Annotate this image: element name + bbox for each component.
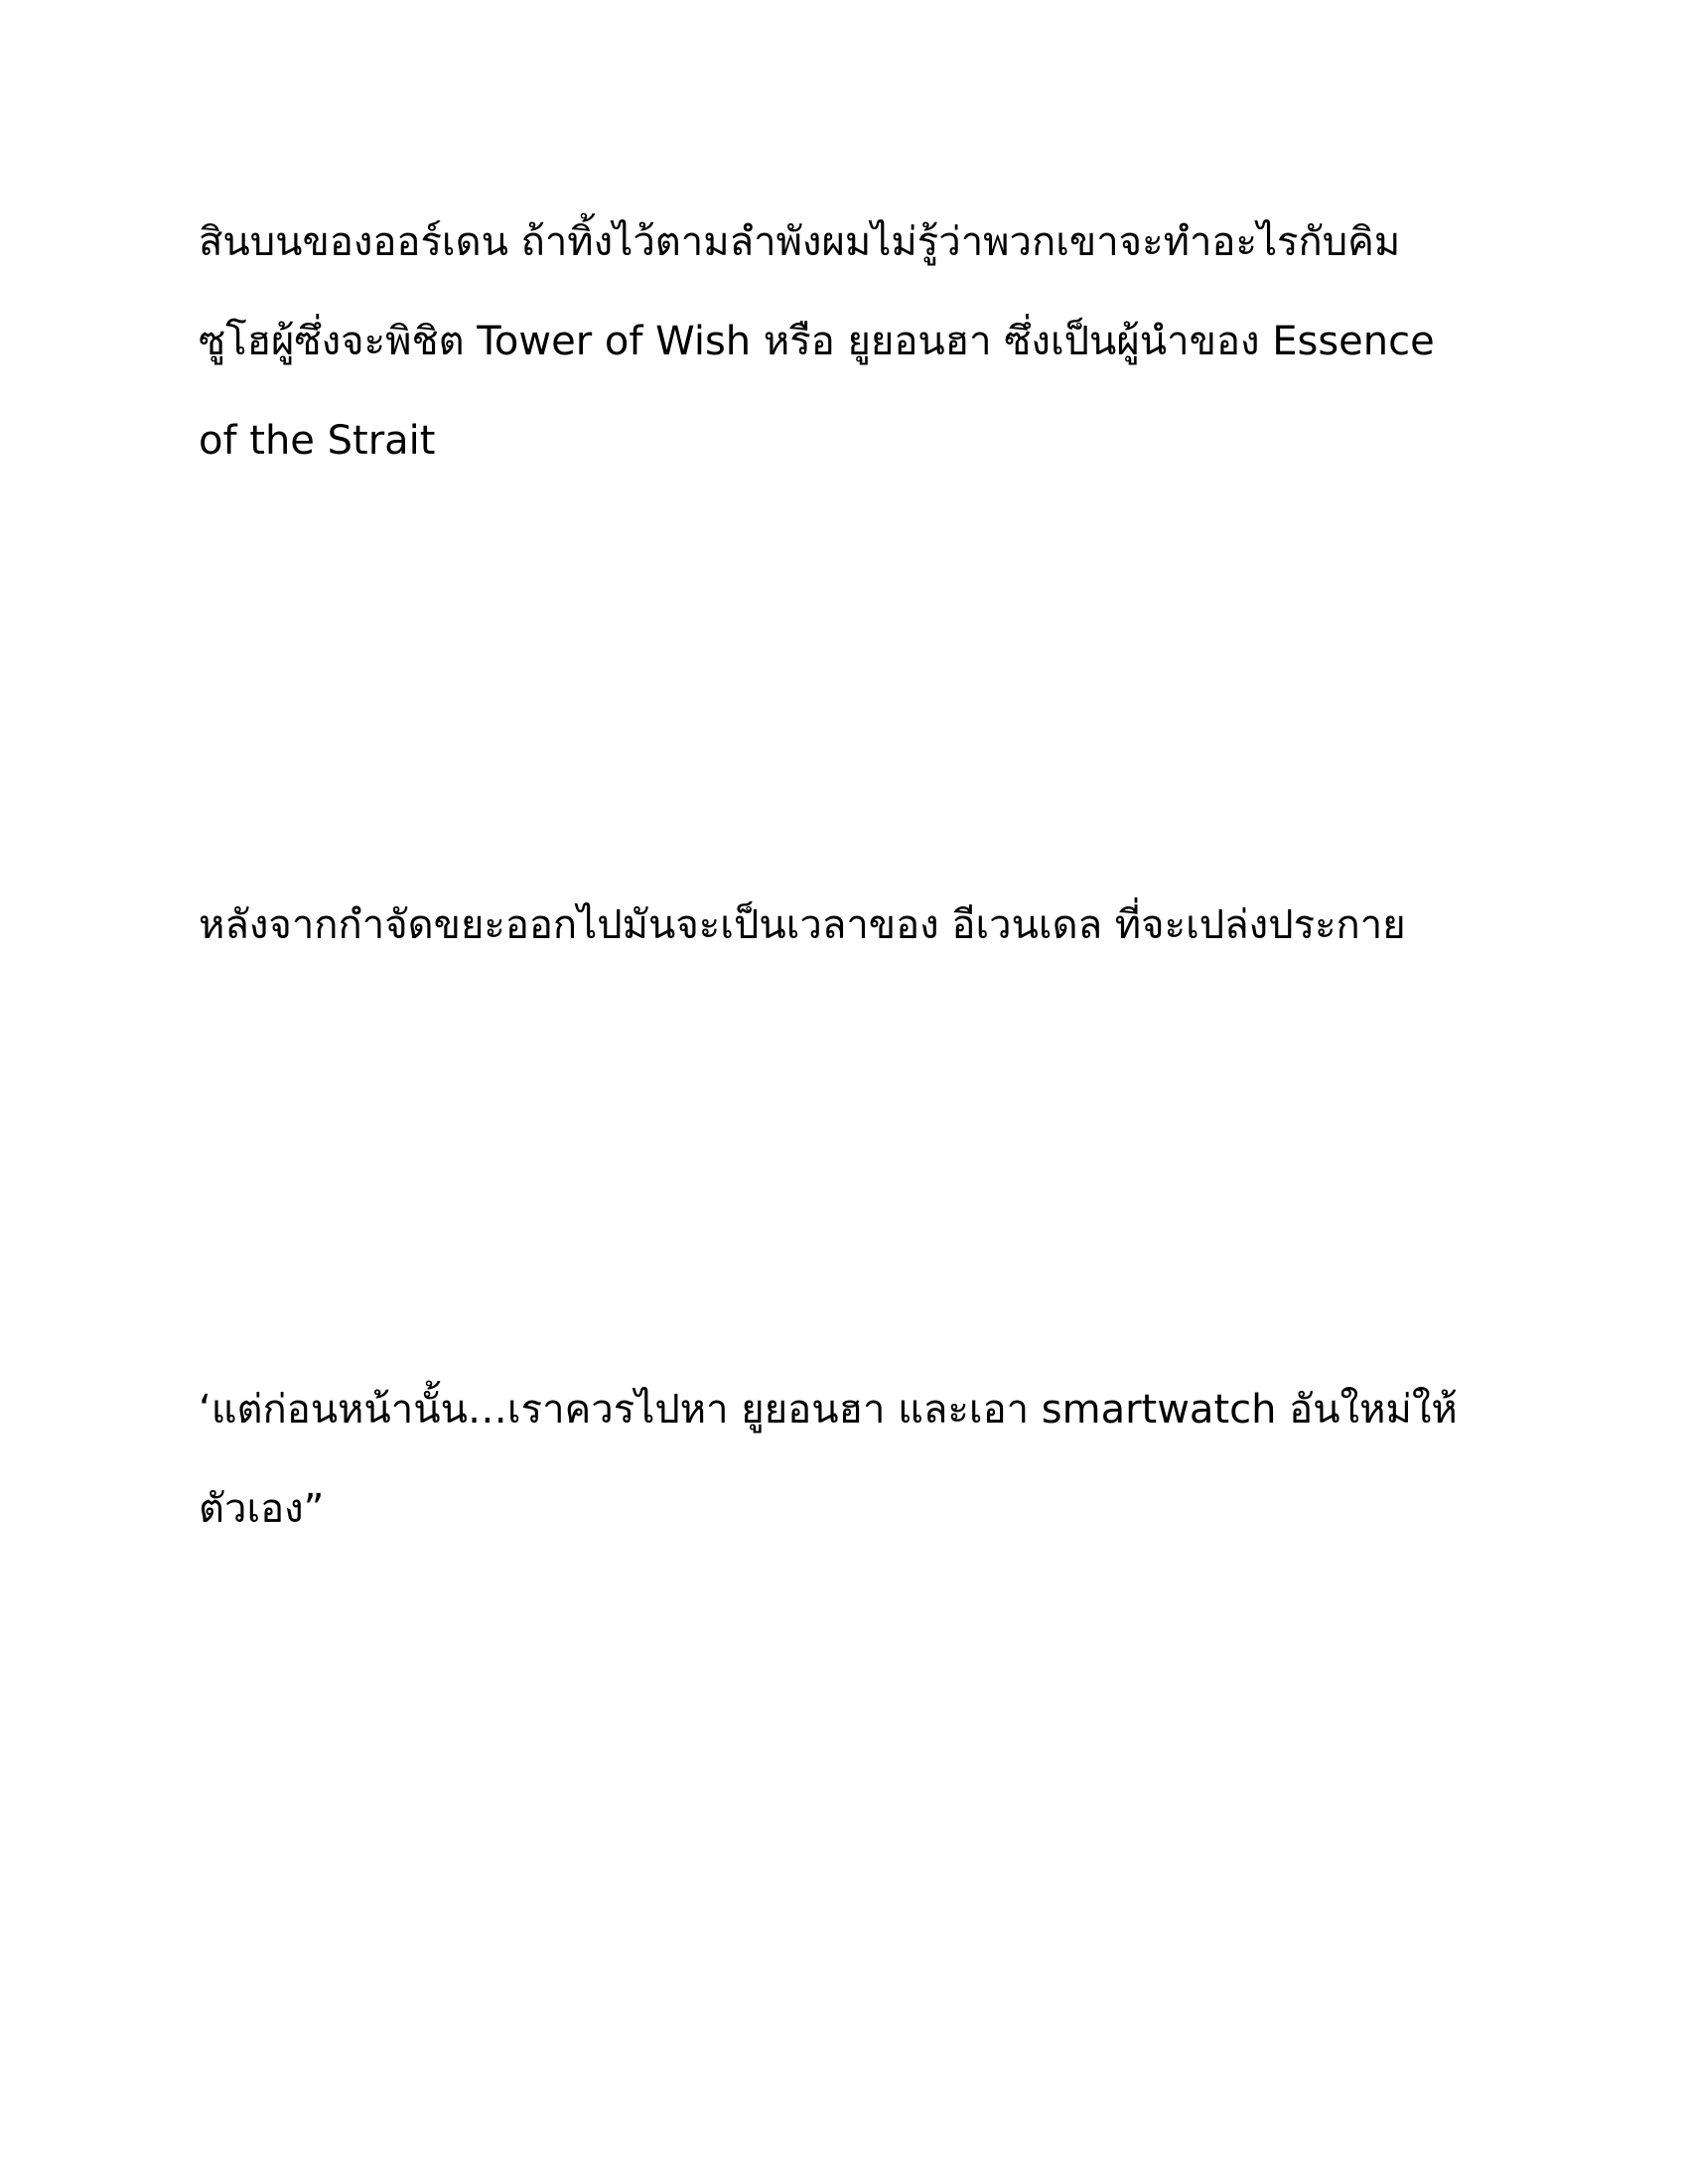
paragraph-3-line-2: ตัวเอง” [199,1486,325,1532]
paragraph-2-line-1: หลังจากกำจัดขยะออกไปมันจะเป็นเวลาของ อีเวนเดล ที่จะเปล่งประกาย [199,902,1406,948]
paragraph-1-line-3: of the Strait [199,418,436,464]
paragraph-1-line-1: สินบนของออร์เดน ถ้าทิ้งไว้ตามลำพังผมไม่รู้ว่าพวกเขาจะทำอะไรกับคิม [199,219,1401,265]
paragraph-3 [199,1360,1489,1559]
paragraph-2 [199,876,1489,975]
paragraph-1-line-2: ซูโฮผู้ซึ่งจะพิชิต Tower of Wish หรือ ยูยอนฮา ซึ่งเป็นผู้นำของ Essence [199,319,1435,364]
paragraph-1 [199,193,1489,490]
paragraph-3-line-1: ‘แต่ก่อนหน้านั้น…เราควรไปหา ยูยอนฮา และเอา smartwatch อันใหม่ให้ [199,1387,1458,1433]
